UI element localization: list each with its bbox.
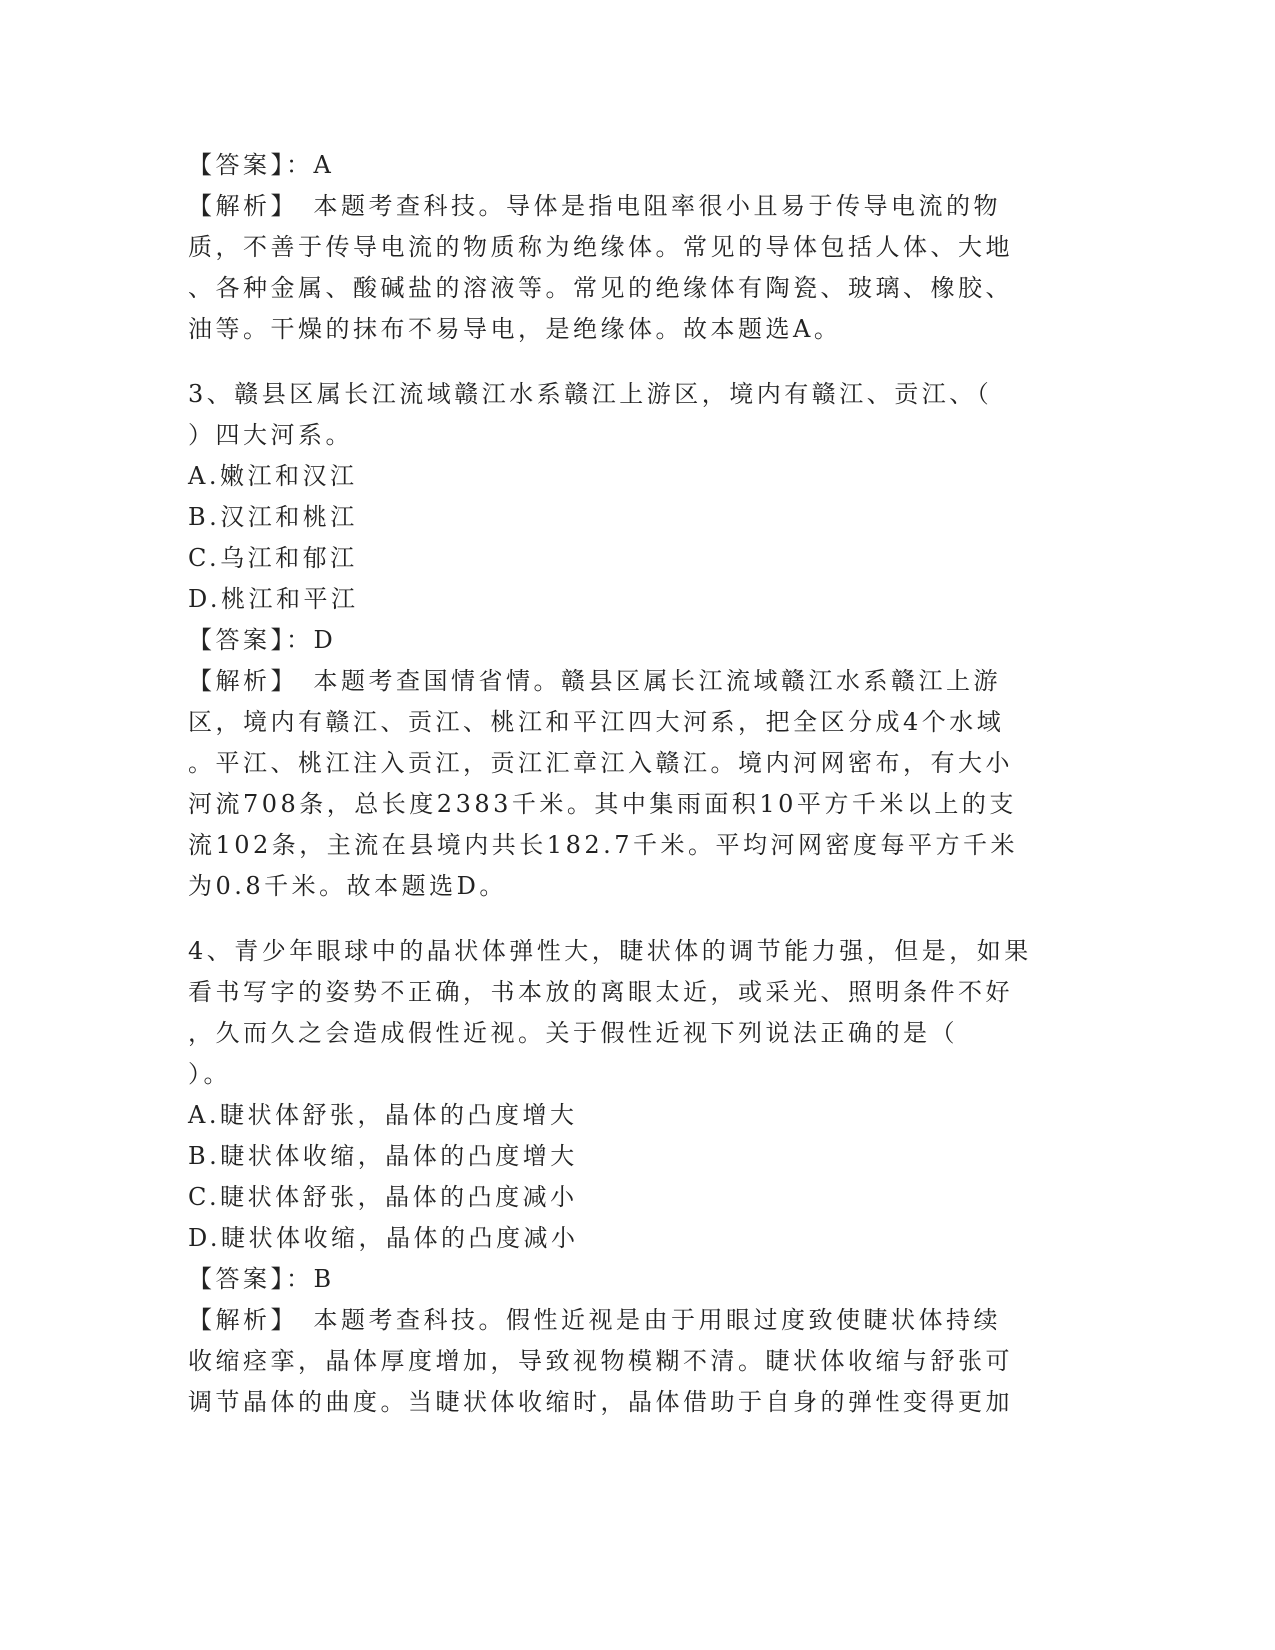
question-line: ，久而久之会造成假性近视。关于假性近视下列说法正确的是（ <box>188 1019 958 1047</box>
analysis-line: 油等。干燥的抹布不易导电，是绝缘体。故本题选A。 <box>188 315 842 343</box>
analysis-line: 【解析】 本题考查科技。导体是指电阻率很小且易于传导电流的物 <box>188 192 1001 220</box>
option-a: A.嫩江和汉江 <box>188 462 358 490</box>
analysis-line: 调节晶体的曲度。当睫状体收缩时，晶体借助于自身的弹性变得更加 <box>188 1388 1013 1416</box>
analysis-line: 为0.8千米。故本题选D。 <box>188 872 507 900</box>
analysis-line: 【解析】 本题考查国情省情。赣县区属长江流域赣江水系赣江上游 <box>188 667 1001 695</box>
question-line: 看书写字的姿势不正确，书本放的离眼太近，或采光、照明条件不好 <box>188 978 1013 1006</box>
option-c: C.睫状体舒张，晶体的凸度减小 <box>188 1183 578 1211</box>
question-line: ）。 <box>188 1060 231 1088</box>
option-a: A.睫状体舒张，晶体的凸度增大 <box>188 1101 578 1129</box>
answer-line: 【答案】：B <box>188 1265 335 1293</box>
analysis-line: 河流708条，总长度2383千米。其中集雨面积10平方千米以上的支 <box>188 790 1017 818</box>
question-line: 4、青少年眼球中的晶状体弹性大，睫状体的调节能力强，但是，如果 <box>188 937 1032 965</box>
answer-line: 【答案】：A <box>188 151 335 179</box>
option-b: B.睫状体收缩，晶体的凸度增大 <box>188 1142 578 1170</box>
analysis-line: 收缩痉挛，晶体厚度增加，导致视物模糊不清。睫状体收缩与舒张可 <box>188 1347 1013 1375</box>
analysis-line: 质，不善于传导电流的物质称为绝缘体。常见的导体包括人体、大地 <box>188 233 1013 261</box>
analysis-line: 【解析】 本题考查科技。假性近视是由于用眼过度致使睫状体持续 <box>188 1306 1001 1334</box>
option-d: D.桃江和平江 <box>188 585 359 613</box>
analysis-line: 、各种金属、酸碱盐的溶液等。常见的绝缘体有陶瓷、玻璃、橡胶、 <box>188 274 1013 302</box>
analysis-line: 流102条，主流在县境内共长182.7千米。平均河网密度每平方千米 <box>188 831 1019 859</box>
answer-line: 【答案】：D <box>188 626 337 654</box>
option-c: C.乌江和郁江 <box>188 544 358 572</box>
analysis-line: 区，境内有赣江、贡江、桃江和平江四大河系，把全区分成4个水域 <box>188 708 1005 736</box>
option-d: D.睫状体收缩，晶体的凸度减小 <box>188 1224 579 1252</box>
question-line: ）四大河系。 <box>188 421 353 449</box>
question-line: 3、赣县区属长江流域赣江水系赣江上游区，境内有赣江、贡江、（ <box>188 380 993 408</box>
analysis-line: 。平江、桃江注入贡江，贡江汇章江入赣江。境内河网密布，有大小 <box>188 749 1013 777</box>
option-b: B.汉江和桃江 <box>188 503 358 531</box>
